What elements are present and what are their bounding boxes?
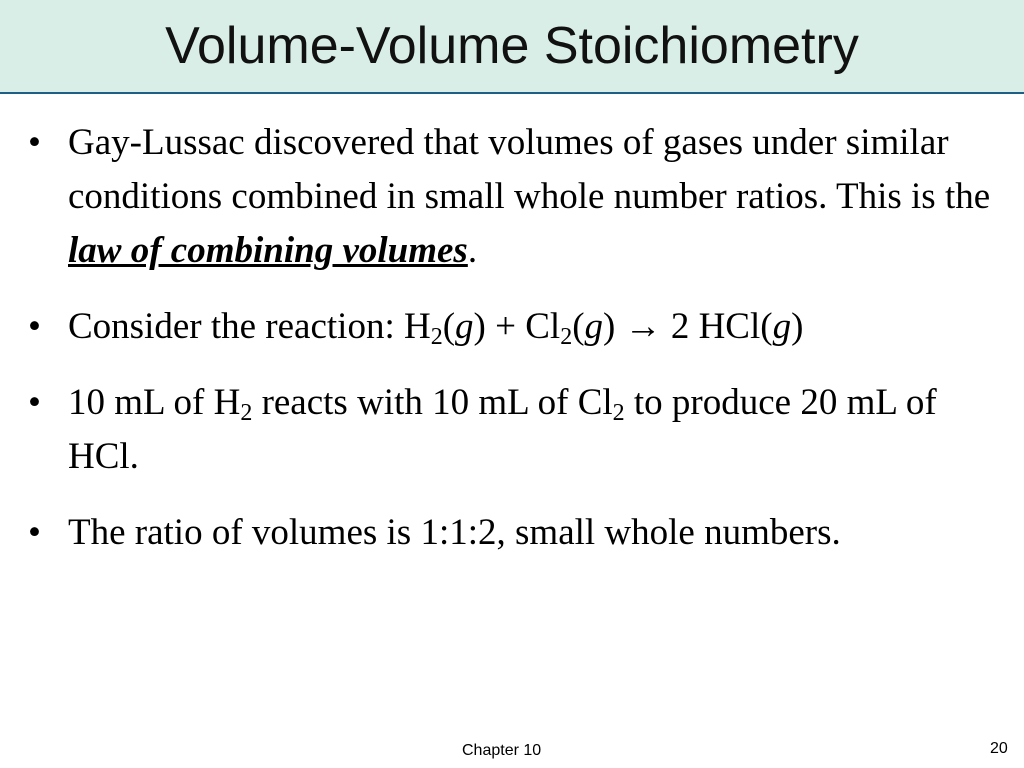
subscript: 2 [612,400,625,426]
gas-state: g [455,306,474,347]
subscript: 2 [430,324,443,350]
bullet-ratio [28,506,998,560]
bullet-marker: • [28,512,41,553]
bullet-text: The ratio of volumes is 1:1:2, small whole numbers. [68,512,841,553]
bullet-volumes [28,376,998,484]
bullet-marker: • [28,306,41,347]
bullet-text: 10 mL of H [68,382,241,423]
bullet-reaction [28,300,998,354]
law-term: law of combining volumes [68,230,468,271]
reaction-text: ) → 2 HCl( [603,306,773,347]
gas-state: g [772,306,792,347]
title-bar [0,0,1024,94]
subscript: 2 [240,400,253,426]
reaction-text: ( [442,306,456,347]
gas-state: g [584,306,604,347]
reaction-text: ) [791,306,804,347]
bullet-marker: • [28,122,41,163]
bullet-marker: • [28,382,41,423]
page-number: 20 [990,740,1008,757]
bullet-law-of-combining-volumes [28,116,998,278]
reaction-text: ) + Cl [473,306,561,347]
bullet-text: Gay-Lussac discovered that volumes of gases under similar conditions combined in small whole number ratios. This is the [68,122,991,217]
reaction-text: ( [572,306,585,347]
reaction-text: Consider the reaction: H [68,306,431,347]
bullet-list [28,116,998,582]
bullet-text: to produce 20 mL of HCl. [68,382,937,477]
subscript: 2 [560,324,573,350]
slide-title: Volume-Volume Stoichiometry [165,17,859,75]
bullet-punctuation: . [467,230,478,271]
bullet-text: reacts with 10 mL of Cl [252,382,613,423]
footer-chapter: Chapter 10 [462,742,542,759]
